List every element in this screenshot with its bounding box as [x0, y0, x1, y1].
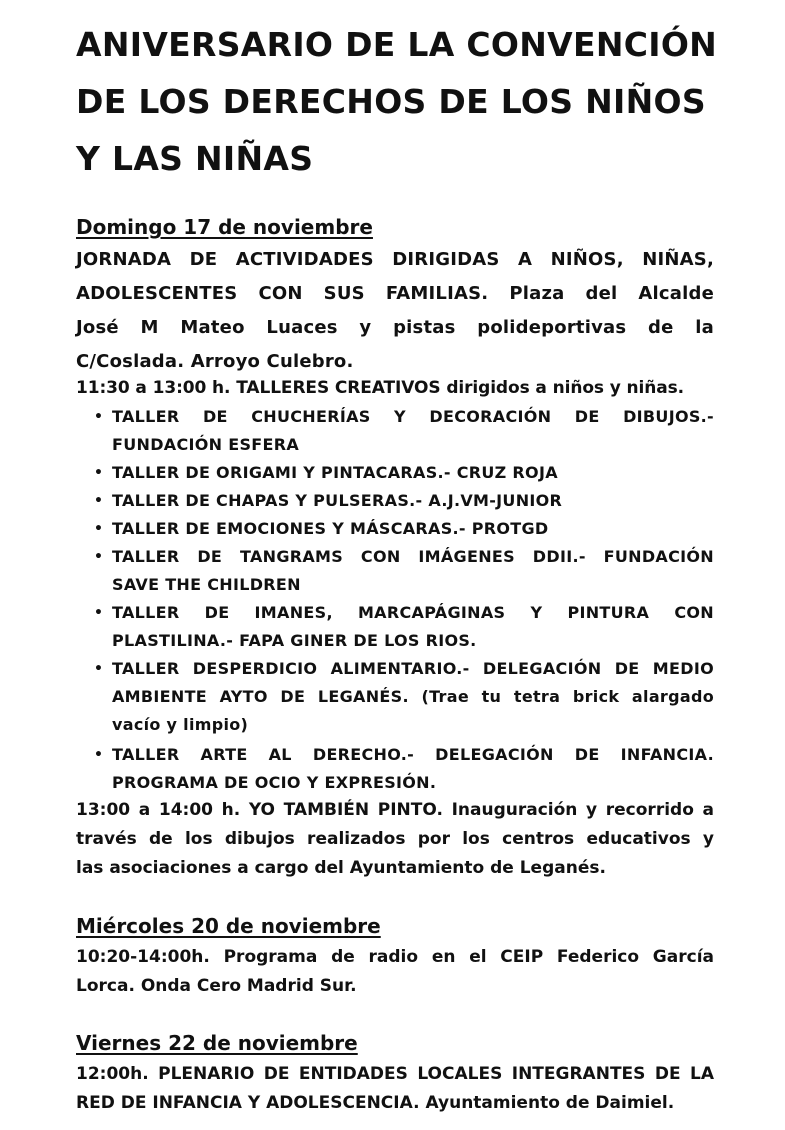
workshop-line-1: TALLER DE ORIGAMI Y PINTACARAS.- CRUZ ROJA [112, 463, 558, 482]
workshop-item [94, 741, 714, 797]
friday-line-1: 12:00h. PLENARIO DE ENTIDADES LOCALES INTEGRANTES DE LA [76, 1064, 714, 1084]
sunday-closing-paragraph [76, 796, 714, 883]
title-line-1: ANIVERSARIO DE LA CONVENCIÓN [76, 25, 718, 64]
workshop-item [94, 515, 714, 543]
workshop-line-2: FUNDACIÓN ESFERA [112, 435, 300, 454]
closing-line-3: las asociaciones a cargo del Ayuntamiento de Leganés. [76, 858, 606, 878]
workshop-line-2: PROGRAMA DE OCIO Y EXPRESIÓN. [112, 773, 437, 792]
sunday-intro-line-1: JORNADA DE ACTIVIDADES DIRIGIDAS A NIÑOS, NIÑAS, [76, 249, 714, 270]
bullet-icon: • [94, 493, 104, 509]
sunday-date-heading: Domingo 17 de noviembre [76, 215, 373, 239]
document-title [76, 16, 736, 187]
workshop-item [94, 487, 714, 515]
workshop-item [94, 403, 714, 459]
friday-date-heading: Viernes 22 de noviembre [76, 1031, 358, 1055]
workshop-line-1: TALLER DE TANGRAMS CON IMÁGENES DDII.- FUNDACIÓN [112, 547, 714, 566]
workshop-line-1: TALLER DESPERDICIO ALIMENTARIO.- DELEGACIÓN DE MEDIO [112, 659, 714, 678]
bullet-icon: • [94, 521, 104, 537]
wednesday-date-heading: Miércoles 20 de noviembre [76, 914, 381, 938]
workshop-line-1: TALLER DE EMOCIONES Y MÁSCARAS.- PROTGD [112, 519, 549, 538]
sunday-intro-line-4: C/Coslada. Arroyo Culebro. [76, 351, 354, 372]
workshop-item [94, 599, 714, 655]
workshop-line-3: vacío y limpio) [112, 715, 249, 734]
bullet-icon: • [94, 409, 104, 425]
workshop-line-1: TALLER DE CHUCHERÍAS Y DECORACIÓN DE DIBUJOS.- [112, 407, 714, 426]
wednesday-paragraph [76, 943, 714, 1001]
workshop-line-1: TALLER DE IMANES, MARCAPÁGINAS Y PINTURA CON [112, 603, 714, 622]
sunday-intro-line-3: José M Mateo Luaces y pistas polideportivas de la [76, 317, 714, 338]
workshop-line-2: PLASTILINA.- FAPA GINER DE LOS RIOS. [112, 631, 477, 650]
closing-line-1: 13:00 a 14:00 h. YO TAMBIÉN PINTO. Inauguración y recorrido a [76, 800, 714, 820]
workshop-item [94, 459, 714, 487]
title-line-3: Y LAS NIÑAS [76, 139, 314, 178]
bullet-icon: • [94, 465, 104, 481]
bullet-icon: • [94, 549, 104, 565]
workshop-line-1: TALLER ARTE AL DERECHO.- DELEGACIÓN DE INFANCIA. [112, 745, 714, 764]
friday-paragraph [76, 1060, 714, 1118]
workshop-item [94, 655, 714, 739]
wednesday-line-2: Lorca. Onda Cero Madrid Sur. [76, 976, 357, 996]
workshop-line-2: AMBIENTE AYTO DE LEGANÉS. (Trae tu tetra brick alargado [112, 687, 714, 706]
sunday-intro-line-2: ADOLESCENTES CON SUS FAMILIAS. Plaza del Alcalde [76, 283, 714, 304]
bullet-icon: • [94, 661, 104, 677]
workshop-line-1: TALLER DE CHAPAS Y PULSERAS.- A.J.VM-JUNIOR [112, 491, 563, 510]
sunday-workshops-schedule: 11:30 a 13:00 h. TALLERES CREATIVOS dirigidos a niños y niñas. [76, 378, 685, 398]
bullet-icon: • [94, 605, 104, 621]
bullet-icon: • [94, 747, 104, 763]
title-line-2: DE LOS DERECHOS DE LOS NIÑOS [76, 82, 706, 121]
friday-line-2: RED DE INFANCIA Y ADOLESCENCIA. Ayuntamiento de Daimiel. [76, 1093, 675, 1113]
wednesday-line-1: 10:20-14:00h. Programa de radio en el CEIP Federico García [76, 947, 714, 967]
workshop-line-2: SAVE THE CHILDREN [112, 575, 301, 594]
workshop-item [94, 543, 714, 599]
closing-line-2: través de los dibujos realizados por los centros educativos y [76, 829, 714, 849]
